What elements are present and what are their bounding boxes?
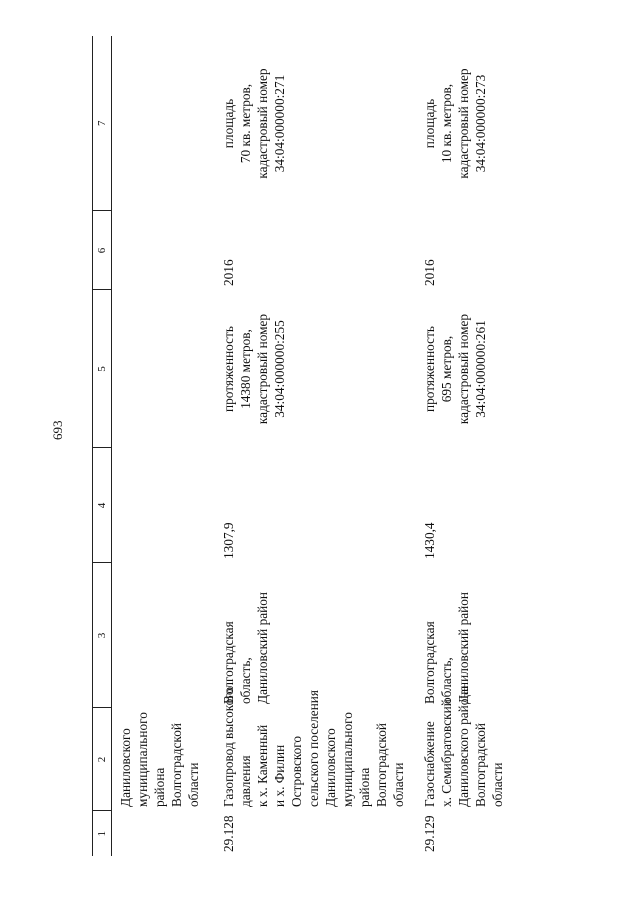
cell-characteristics bbox=[112, 290, 211, 448]
address-line: Волгоградская bbox=[221, 621, 237, 704]
characteristics-line: 34:04:000000:255 bbox=[272, 320, 288, 418]
column-number-6: 6 bbox=[93, 211, 112, 290]
cell-number bbox=[112, 811, 211, 856]
column-number-4: 4 bbox=[93, 448, 112, 563]
cell-address bbox=[210, 563, 415, 708]
cell-name bbox=[112, 708, 211, 811]
cell-land bbox=[112, 36, 211, 211]
name-line: х. Семибратовский bbox=[439, 699, 455, 807]
characteristics-line: 14380 метров, bbox=[238, 329, 254, 409]
land-line: площадь bbox=[422, 98, 438, 149]
characteristics-line: кадастровый номер bbox=[255, 313, 271, 425]
name-line: Волгоградской bbox=[473, 723, 489, 807]
table-row bbox=[415, 36, 514, 856]
column-number-1: 1 bbox=[93, 811, 112, 856]
characteristics-line: кадастровый номер bbox=[456, 313, 472, 425]
cell-address bbox=[112, 563, 211, 708]
name-line: Даниловского bbox=[118, 728, 133, 807]
characteristics-line: 695 метров, bbox=[439, 335, 455, 403]
cell-year: 2016 bbox=[422, 259, 438, 286]
land-line: 34:04:000000:271 bbox=[272, 74, 288, 173]
cell-characteristics bbox=[210, 290, 415, 448]
land-line: кадастровый номер bbox=[255, 68, 271, 179]
name-line: к х. Каменный bbox=[255, 724, 271, 807]
name-line: Газопровод высокого bbox=[221, 686, 237, 807]
address-line: область, bbox=[439, 657, 455, 704]
name-line: области bbox=[490, 762, 506, 807]
characteristics-line: протяженность bbox=[221, 326, 237, 412]
name-line: Волгоградской bbox=[374, 723, 390, 807]
cell-value bbox=[112, 448, 211, 563]
land-line: 70 кв. метров, bbox=[238, 83, 254, 164]
name-line: области bbox=[391, 762, 407, 807]
cell-number: 29.128 bbox=[221, 815, 237, 852]
name-line: района bbox=[152, 767, 168, 807]
name-line: и х. Филин bbox=[272, 744, 288, 807]
address-line: Волгоградская bbox=[422, 621, 438, 704]
cell-year bbox=[112, 211, 211, 290]
name-line: области bbox=[186, 762, 202, 807]
name-line: района bbox=[357, 767, 373, 807]
page-number: 693 bbox=[50, 420, 65, 440]
cell-address bbox=[415, 563, 514, 708]
name-line: Волгоградской bbox=[169, 723, 185, 807]
column-number-2: 2 bbox=[93, 708, 112, 811]
table-row bbox=[210, 36, 415, 856]
land-line: площадь bbox=[221, 98, 237, 149]
column-number-7: 7 bbox=[93, 36, 112, 211]
cell-year: 2016 bbox=[221, 259, 237, 286]
cell-number: 29.129 bbox=[422, 815, 438, 852]
column-number-3: 3 bbox=[93, 563, 112, 708]
characteristics-line: протяженность bbox=[422, 326, 438, 412]
cell-value: 1307,9 bbox=[221, 522, 237, 559]
cell-land bbox=[210, 36, 415, 211]
property-table bbox=[92, 36, 514, 856]
cell-name bbox=[210, 686, 415, 811]
address-line: Даниловский район bbox=[456, 591, 472, 704]
cell-characteristics bbox=[415, 290, 514, 448]
address-line: Даниловский район bbox=[255, 591, 271, 704]
name-line: Газоснабжение bbox=[422, 721, 438, 807]
characteristics-line: 34:04:000000:261 bbox=[473, 320, 489, 418]
name-line: муниципального bbox=[340, 712, 356, 807]
land-line: кадастровый номер bbox=[456, 68, 472, 179]
name-line: Даниловского bbox=[323, 728, 339, 807]
column-number-row bbox=[93, 36, 112, 856]
name-line: сельского поселения bbox=[306, 689, 322, 807]
cell-land bbox=[415, 36, 514, 211]
name-line: Даниловского района bbox=[456, 685, 472, 807]
cell-name bbox=[415, 685, 514, 811]
rotated-page-content bbox=[92, 36, 532, 856]
address-line: область, bbox=[238, 657, 254, 704]
land-line: 34:04:000000:273 bbox=[473, 74, 489, 173]
name-line: Островского bbox=[289, 735, 305, 807]
column-number-5: 5 bbox=[93, 290, 112, 448]
land-line: 10 кв. метров, bbox=[439, 83, 455, 164]
name-line: муниципального bbox=[135, 712, 151, 807]
continuation-row bbox=[112, 36, 211, 856]
cell-value: 1430,4 bbox=[422, 522, 438, 559]
name-line: давления bbox=[238, 755, 254, 807]
